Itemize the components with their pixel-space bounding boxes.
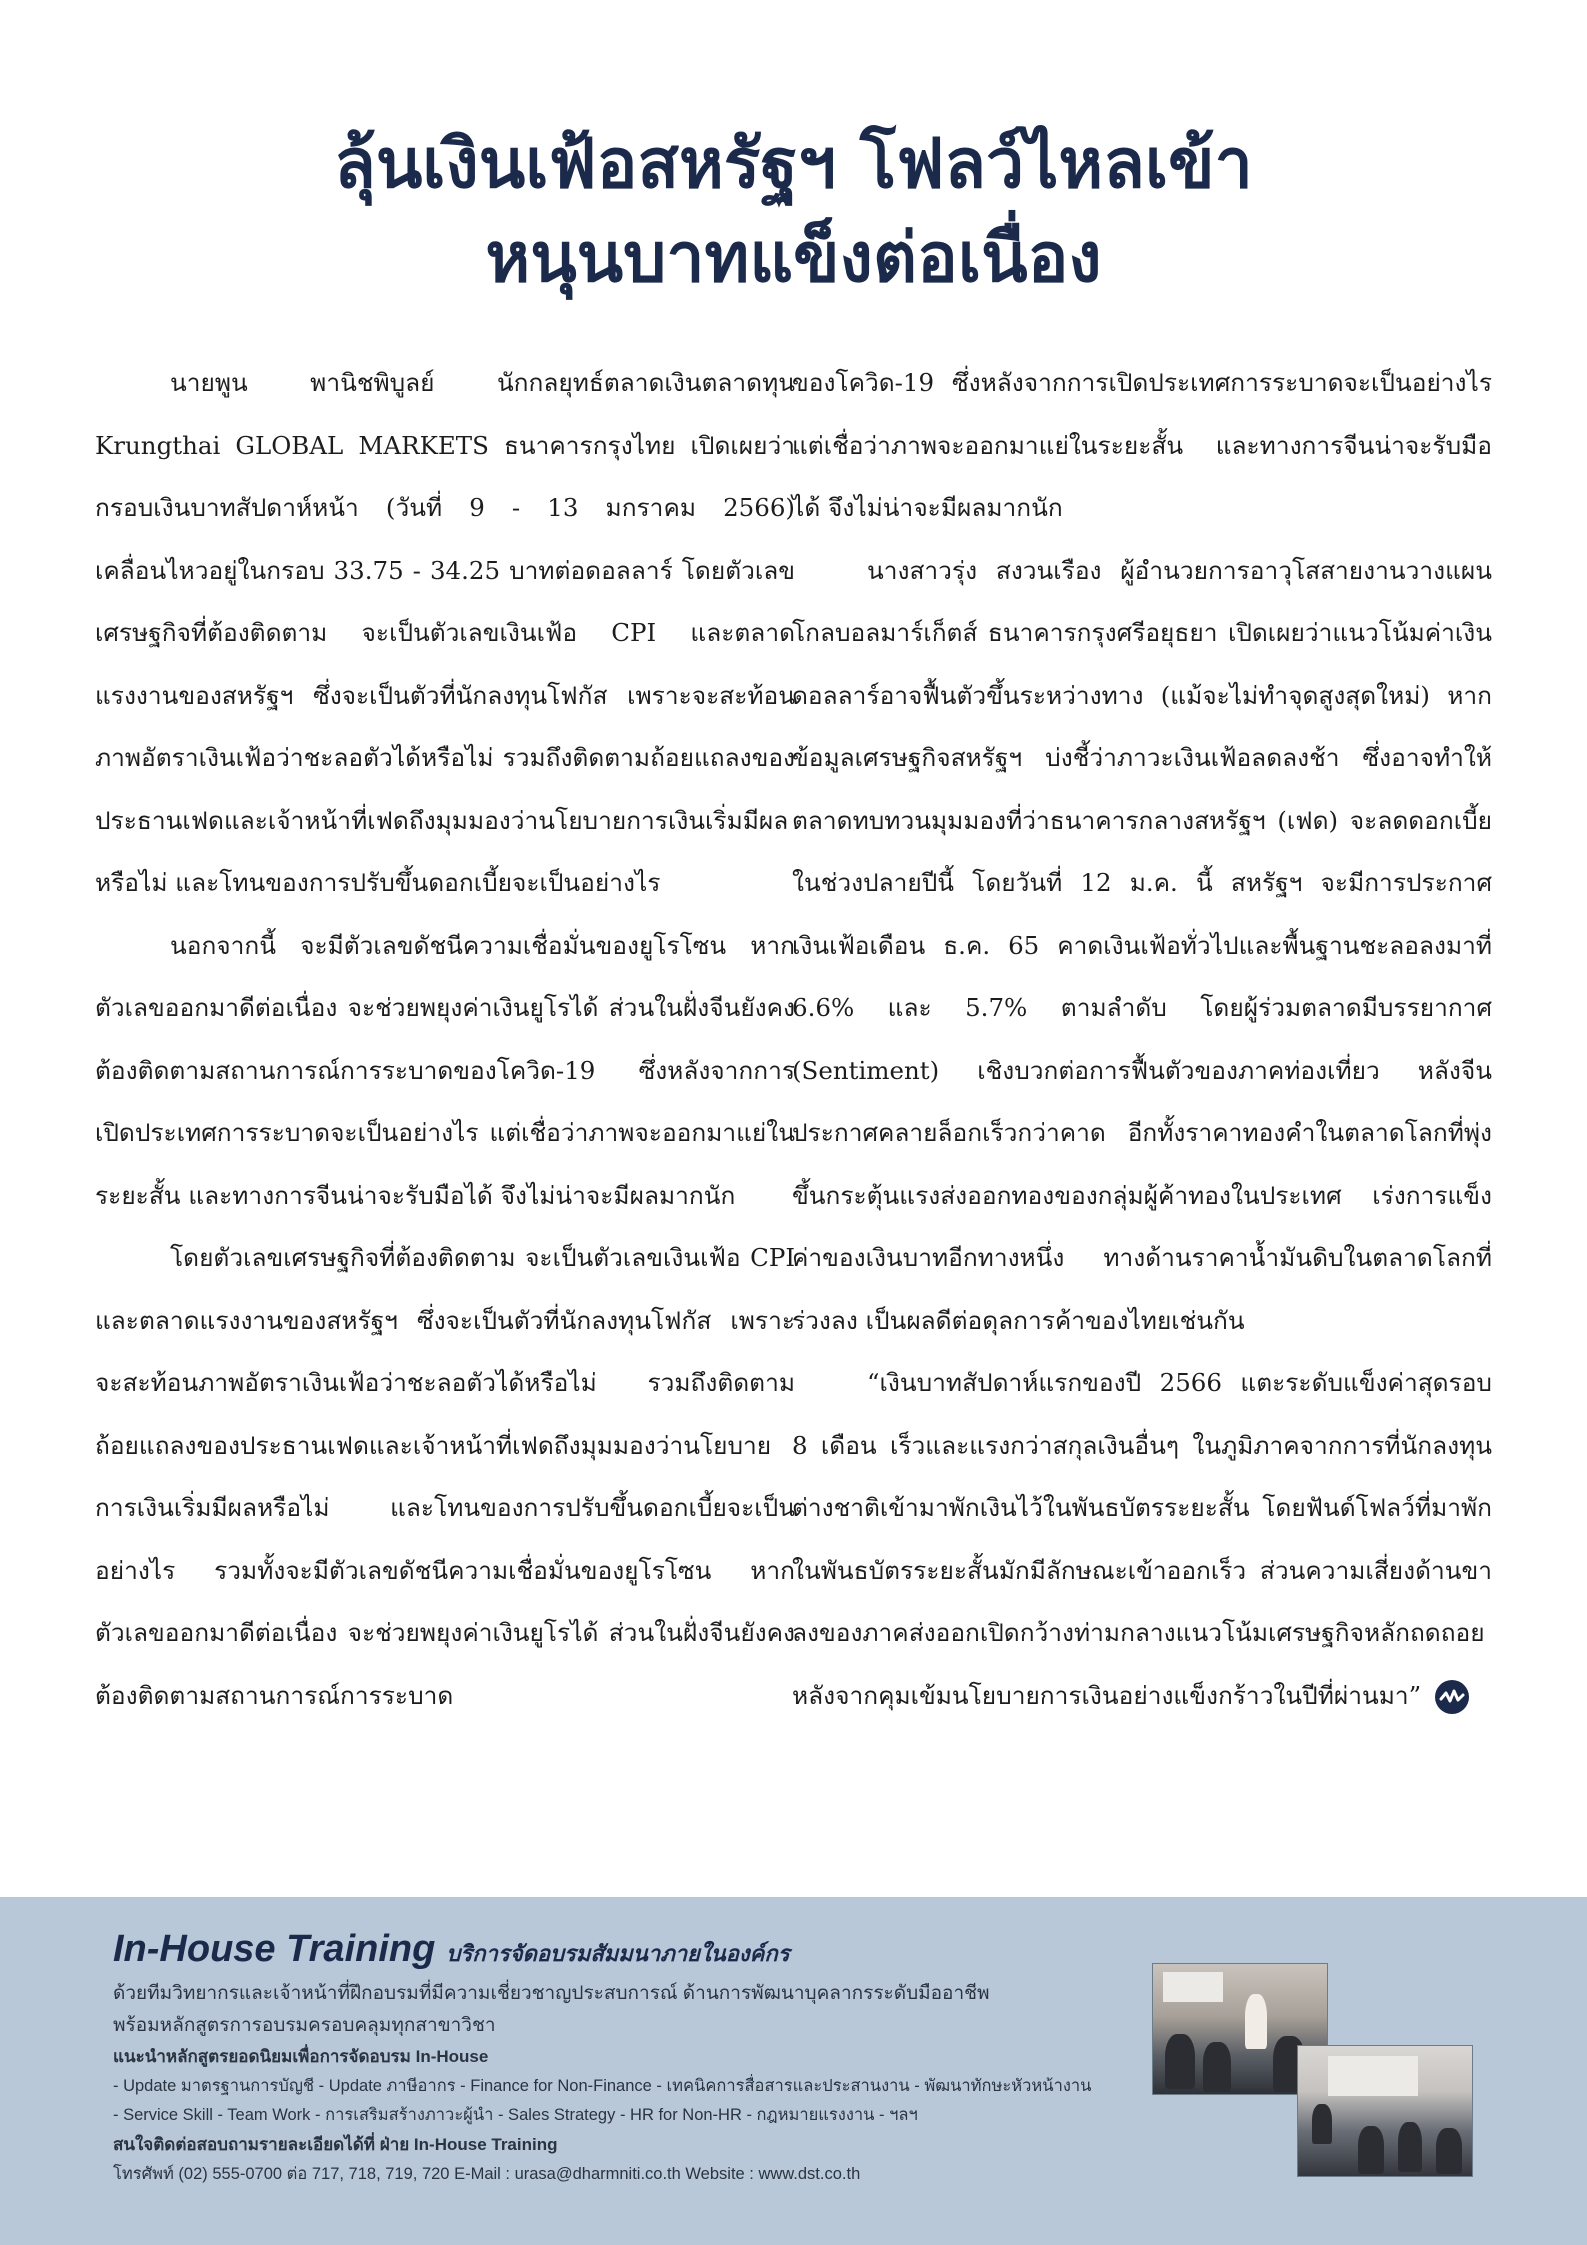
wave-circle-icon bbox=[1435, 1680, 1469, 1714]
banner-description-2: พร้อมหลักสูตรการอบรมครอบคลุมทุกสาขาวิชา bbox=[113, 2015, 496, 2036]
right-paragraph-1: นางสาวรุ่ง สงวนเรือง ผู้อำนวยการอาวุโสสายงานวางแผนโกลบอลมาร์เก็ตส์ ธนาคารกรุงศรีอยุธยา เปิดเผยว่าแนวโน้มค่าเงินดอลลาร์อาจฟื้นตัวขึ้นระหว่างทาง (แม้จะไม่ทำจุดสูงสุดใหม่) หากข้อมูลเศรษฐกิจสหรัฐฯ บ่งชี้ว่าภาวะเงินเฟ้อลดลงช้า ซึ่งอาจทำให้ตลาดทบทวนมุมมองที่ว่าธนาคารกลางสหรัฐฯ (เฟด) จะลดดอกเบี้ยในช่วงปลายปีนี้ โดยวันที่ 12 ม.ค. นี้ สหรัฐฯ จะมีการประกาศเงินเฟ้อเดือน ธ.ค. 65 คาดเงินเฟ้อทั่วไปและพื้นฐานชะลอลงมาที่ 6.6% และ 5.7% ตามลำดับ โดยผู้ร่วมตลาดมีบรรยากาศ (Sentiment) เชิงบวกต่อการฟื้นตัวของภาคท่องเที่ยว หลังจีนประกาศคลายล็อกเร็วกว่าคาด อีกทั้งราคาทองคำในตลาดโลกที่พุ่งขึ้นกระตุ้นแรงส่งออกทองของกลุ่มผู้ค้าทองในประเทศ เร่งการแข็งค่าของเงินบาทอีกทางหนึ่ง ทางด้านราคาน้ำมันดิบในตลาดโลกที่ร่วงลง เป็นผลดีต่อดุลการค้าของไทยเช่นกัน bbox=[792, 555, 1492, 1335]
left-paragraph-1: นายพูน พานิชพิบูลย์ นักกลยุทธ์ตลาดเงินตลาดทุน Krungthai GLOBAL MARKETS ธนาคารกรุงไทย เปิดเผยว่า กรอบเงินบาทสัปดาห์หน้า (วันที่ 9 - 13 มกราคม 2566) เคลื่อนไหวอยู่ในกรอบ 33.75 - 34.25 บาทต่อดอลลาร์ โดยตัวเลขเศรษฐกิจที่ต้องติดตาม จะเป็นตัวเลขเงินเฟ้อ CPI และตลาดแรงงานของสหรัฐฯ ซึ่งจะเป็นตัวที่นักลงทุนโฟกัส เพราะจะสะท้อนภาพอัตราเงินเฟ้อว่าชะลอตัวได้หรือไม่ รวมถึงติดตามถ้อยแถลงของประธานเฟดและเจ้าหน้าที่เฟดถึงมุมมองว่านโยบายการเงินเริ่มมีผลหรือไม่ และโทนของการปรับขึ้นดอกเบี้ยจะเป็นอย่างไร bbox=[95, 368, 795, 897]
left-paragraph-3: โดยตัวเลขเศรษฐกิจที่ต้องติดตาม จะเป็นตัวเลขเงินเฟ้อ CPI และตลาดแรงงานของสหรัฐฯ ซึ่งจะเป็นตัวที่นักลงทุนโฟกัส เพราะจะสะท้อนภาพอัตราเงินเฟ้อว่าชะลอตัวได้หรือไม่ รวมถึงติดตามถ้อยแถลงของประธานเฟดและเจ้าหน้าที่เฟดถึงมุมมองว่านโยบายการเงินเริ่มมีผลหรือไม่ และโทนของการปรับขึ้นดอกเบี้ยจะเป็นอย่างไร รวมทั้งจะมีตัวเลขดัชนีความเชื่อมั่นของยูโรโซน หากตัวเลขออกมาดีต่อเนื่อง จะช่วยพยุงค่าเงินยูโรได้ ส่วนในฝั่งจีนยังคงต้องติดตามสถานการณ์การระบาด bbox=[95, 1243, 795, 1710]
left-paragraph-2: นอกจากนี้ จะมีตัวเลขดัชนีความเชื่อมั่นของยูโรโซน หากตัวเลขออกมาดีต่อเนื่อง จะช่วยพยุงค่าเงินยูโรได้ ส่วนในฝั่งจีนยังคงต้องติดตามสถานการณ์การระบาดของโควิด-19 ซึ่งหลังจากการเปิดประเทศการระบาดจะเป็นอย่างไร แต่เชื่อว่าภาพจะออกมาแย่ในระยะสั้น และทางการจีนน่าจะรับมือได้ จึงไม่น่าจะมีผลมากนัก bbox=[95, 930, 795, 1210]
banner-brand: In-House Training bbox=[113, 1928, 436, 1970]
courses-line-2: - Service Skill - Team Work - การเสริมสร้างภาวะผู้นำ - Sales Strategy - HR for Non-HR - กฎหมายแรงงาน - ฯลฯ bbox=[113, 2106, 918, 2124]
title-line-1: ลุ้นเงินเฟ้อสหรัฐฯ โฟลว์ไหลเข้า bbox=[334, 125, 1253, 204]
left-column bbox=[95, 352, 795, 1727]
banner-heading bbox=[113, 1927, 1123, 1978]
banner-text bbox=[113, 1927, 1123, 2189]
courses-heading: แนะนำหลักสูตรยอดนิยมเพื่อการจัดอบรม In-House bbox=[113, 2047, 489, 2066]
right-paragraph-continued: ของโควิด-19 ซึ่งหลังจากการเปิดประเทศการระบาดจะเป็นอย่างไร แต่เชื่อว่าภาพจะออกมาแย่ในระยะสั้น และทางการจีนน่าจะรับมือได้ จึงไม่น่าจะมีผลมากนัก bbox=[792, 368, 1492, 522]
banner-tagline: บริการจัดอบรมสัมมนาภายในองค์กร bbox=[446, 1941, 790, 1966]
training-photo-2 bbox=[1297, 2045, 1473, 2177]
title-line-2: หนุนบาทแข็งต่อเนื่อง bbox=[485, 219, 1102, 298]
contact-line: โทรศัพท์ (02) 555-0700 ต่อ 717, 718, 719, 720 E-Mail : urasa@dharmniti.co.th Website : www.dst.co.th bbox=[113, 2165, 861, 2183]
courses-line-1: - Update มาตรฐานการบัญชี - Update ภาษีอากร - Finance for Non-Finance - เทคนิคการสื่อสารและประสานงาน - พัฒนาทักษะหัวหน้างาน bbox=[113, 2077, 1092, 2095]
article-title bbox=[0, 118, 1587, 306]
banner-description-1: ด้วยทีมวิทยากรและเจ้าหน้าที่ฝึกอบรมที่มีความเชี่ยวชาญประสบการณ์ ด้านการพัฒนาบุคลากรระดับมืออาชีพ bbox=[113, 1983, 990, 2004]
quote-text: “เงินบาทสัปดาห์แรกของปี 2566 แตะระดับแข็งค่าสุดรอบ 8 เดือน เร็วและแรงกว่าสกุลเงินอื่นๆ ในภูมิภาคจากการที่นักลงทุนต่างชาติเข้ามาพักเงินไว้ในพันธบัตรระยะสั้น โดยฟันด์โฟลว์ที่มาพักในพันธบัตรระยะสั้นมักมีลักษณะเข้าออกเร็ว ส่วนความเสี่ยงด้านขาลงของภาคส่งออกเปิดกว้างท่ามกลางแนวโน้มเศรษฐกิจหลักถดถอยหลังจากคุมเข้มนโยบายการเงินอย่างแข็งกร้าวในปีที่ผ่านมา” bbox=[792, 1368, 1492, 1710]
contact-heading: สนใจติดต่อสอบถามรายละเอียดได้ที่ ฝ่าย In-House Training bbox=[113, 2135, 558, 2154]
right-column bbox=[792, 352, 1492, 1727]
right-paragraph-2 bbox=[792, 1352, 1492, 1727]
